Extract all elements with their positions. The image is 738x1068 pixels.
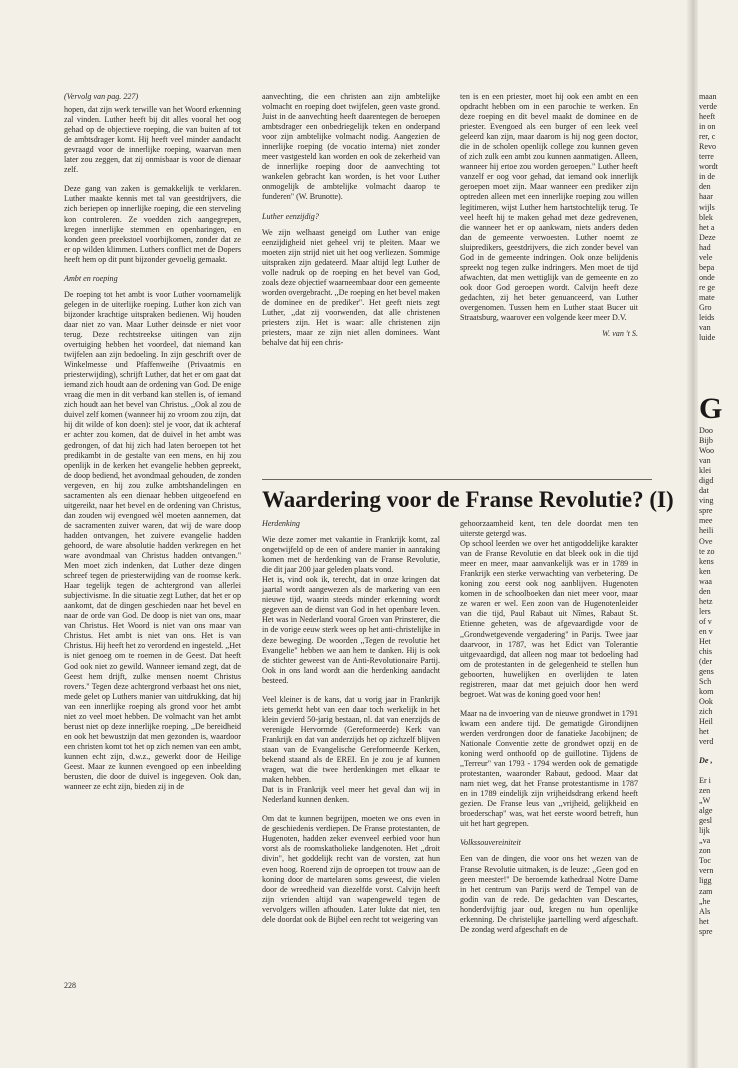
edge-line: „va <box>699 836 711 846</box>
edge-line: kens <box>699 556 714 566</box>
edge-line: digd <box>699 476 714 486</box>
edge-line: verde <box>699 102 717 112</box>
paragraph: Maar na de invoering van de nieuwe grondwet in 1791 kwam een andere tijd. De gematigde Girondijnen werden verdrongen door de fanatieke Jacobijnen; de Nationale Conventie zette de grondwet opzij en de koning werd onthoofd op de guillotine. Tijdens de ,,Terreur" van 1793 - 1794 werden ook de gematigde protestanten, waaronder Rabaut, gedood. Maar dat nam niet weg, dat het Franse protestantisme in 1787 en in 1789 eindelijk zijn vrijheidsdrang erkend heeft gezien. De Franse leus van ,,vrijheid, gelijkheid en broederschap" was, wat het eerste woord betreft, hun uit het hart gegrepen. <box>460 708 638 829</box>
edge-line: vele <box>699 252 713 262</box>
edge-line: zam <box>699 886 713 896</box>
edge-line: chis <box>699 647 713 657</box>
paragraph: gehoorzaamheid kent, ten dele doordat men ten uiterste getergd was. <box>460 519 638 539</box>
edge-line: wordt <box>699 162 718 172</box>
paragraph: aanvechting, die een christen aan zijn ambtelijke volmacht en roeping doet twijfelen, geen vaste grond. Juist in de aanvechting heeft daarentegen de beroepen ambtsdrager een onbedriegelijk teken en onderpand voor zijn ambtelijke volmacht nodig. Aangezien de innerlijke roeping (de vocatio interna) niet zonder meer vastgesteld kan worden en ook de zekerheid van de innerlijke roeping door de aanvechting tot wankelen gebracht kan worden, is het voor Luther onmogelijk de ambtelijke volmacht daarop te funderen" (W. Brunotte). <box>262 92 440 202</box>
paragraph: Deze gang van zaken is gemakkelijk te verklaren. Luther maakte kennis met tal van geestdrijvers, die zich beriepen op innerlijke roeping, die een sterveling kon controleren. Ze voedden zich aangegrepen, kregen innerlijke stemmen en openbaringen, en konden geen preekstoel voorbijkomen, zonder dat ze er op wilden klimmen. Luthers conflict met de Dopers heeft hem op dit punt bijzonder gevoelig gemaakt. <box>64 184 241 264</box>
edge-line: vern <box>699 866 714 876</box>
edge-line: spre <box>699 926 713 936</box>
edge-line: mate <box>699 292 715 302</box>
paragraph: Om dat te kunnen begrijpen, moeten we ons even in de geschiedenis verdiepen. De Franse protestanten, de Hugenoten, hadden zeker evenveel eerbied voor hun vorst als de roomskatholieke landgenoten. Het ,,droit divin", het goddelijk recht van de vorsten, zat hun even hoog. Roerend zijn de oproepen tot trouw aan de koning door de martelaren soms geweest, die vielen door de wreedheid van diezelfde vorst. Calvijn heeft zijn vrienden altijd van wapengeweld tegen de vervolgers willen afhouden. Later lukte dat niet, ten dele doordat ook de Bijbel een recht tot weigering van <box>262 814 440 924</box>
edge-line: wijls <box>699 202 715 212</box>
edge-line: lers <box>699 606 711 616</box>
edge-line: Als <box>699 906 711 916</box>
edge-line: van <box>699 323 711 333</box>
edge-line: waa <box>699 576 713 586</box>
edge-line: het <box>699 916 709 926</box>
edge-line: Ove <box>699 536 713 546</box>
edge-line: kom <box>699 687 714 697</box>
paragraph: hopen, dat zijn werk terwille van het Woord erkenning zal vinden. Luther heeft bij dit alles vooral het oog gehad op de objectieve roeping, die van buiten af tot de ambtsdrager komt. Hij heeft veel minder aandacht gevraagd voor de innerlijke roeping, waarvan men later zou zeggen, dat zij onmisbaar is voor de dienaar zelf. <box>64 105 241 175</box>
edge-line: Bijb <box>699 436 713 446</box>
next-page-edge-mid <box>699 426 738 748</box>
edge-line: in de <box>699 172 715 182</box>
paragraph: Een van de dingen, die voor ons het wezen van de Franse Revolutie uitmaken, is de leuze: ,,Geen god en geen meester!" De beroemde kathedraal Notre Dame in het centrum van Parijs werd de Tempel van de godin van de rede. De gedachten van Descartes, honderdvijftig jaar oud, kregen nu hun openlijke erkenning. De christelijke jaartelling werd afgeschaft. De zondag werd afgeschaft en de <box>460 854 638 934</box>
edge-line: Ook <box>699 697 713 707</box>
edge-line: Sch <box>699 677 712 687</box>
edge-line: (der <box>699 657 713 667</box>
edge-line: lijk <box>699 826 710 836</box>
next-page-edge-top <box>699 92 738 343</box>
paragraph: Dat is in Frankrijk veel meer het geval dan wij in Nederland kunnen denken. <box>262 785 440 805</box>
edge-line: re ge <box>699 282 715 292</box>
edge-line: Deze <box>699 232 716 242</box>
edge-line: zich <box>699 707 713 717</box>
edge-line: mee <box>699 516 713 526</box>
author-signature: W. van 't S. <box>602 329 638 339</box>
page-number: 228 <box>64 981 76 990</box>
edge-line: gesl <box>699 816 713 826</box>
edge-line: of v <box>699 616 712 626</box>
edge-line: leids <box>699 313 715 323</box>
edge-line: en v <box>699 626 713 636</box>
edge-line: ligg <box>699 876 712 886</box>
section-heading: Volkssouvereiniteit <box>460 838 521 848</box>
edge-line: maan <box>699 92 717 101</box>
edge-line: verd <box>699 737 714 747</box>
edge-line: gens <box>699 667 714 677</box>
edge-line: ken <box>699 566 711 576</box>
edge-line: „W <box>699 796 711 806</box>
edge-line: in on <box>699 122 716 132</box>
edge-line: Heil <box>699 717 713 727</box>
paragraph: Het is, vind ook ik, terecht, dat in onze kringen dat jaartal wordt aangewezen als de markering van een nieuwe tijd, waarin steeds minder erkenning wordt gegeven aan de dienst van God in het openbare leven. Het was in Nederland vooral Groen van Prinsterer, die in de vorige eeuw sterk wees op het anti-christelijke in deze beweging. De woorden ,,Tegen de revolutie het Evangelie" hebben we aan hem te danken. Hij is ook de stichter geweest van de Anti-Revolutionaire Partij. Ook in ons land wordt aan die herdenking aandacht besteed. <box>262 575 440 685</box>
column-2 <box>262 92 440 357</box>
paragraph: De roeping tot het ambt is voor Luther voornamelijk gelegen in de uiterlijke roeping. Luther kon zich van bijzonder krachtige uitspraken bedienen. Wij houden daar niet zo van. Maar Luther deinsde er niet voor terug. Deze rechtstreekse uitingen van zijn overtuiging hebben het voordeel, dat niemand kan twijfelen aan zijn bedoeling. In zijn geschrift over de Winkelmesse und Pfaffenweihe (Privaatmis en priesterwijding), schrijft Luther, dat het er om gaat dat iemand zich houdt aan de ordening van God. De enige vraag die men in dit verband kan stellen is, of iemand zich houdt aan het bevel van Christus. ,,Ook al zou de duivel zelf komen (wanneer hij zo vroom zou zijn, dat hij dit wilde of kon doen): stel je voor, dat ik achteraf er achter zou komen, dat de duivel in het ambt was gedrongen, of dat hij zich had laten beroepen tot het predikambt in de gestalte van een mens, en hij zou openlijk in de kerken het evangelie hebben gepreekt, de doop bediend, het avondmaal gehouden, de zonden vergeven, en hij zou zulke ambtshandelingen en sacramenten als een dienaar hebben uitgeoefend en uitgereikt, naar het bevel en de ordening van Christus, dan zouden wij evengoed wèl moeten aannemen, dat de sacramenten zuiver waren, dat wij de ware doop hadden ontvangen, het zuivere evangelie hadden gehoord, de ware absolutie hadden verkregen en het ware avondmaal van Christus hadden ontvangen." Men moet zich indenken, dat Luther deze dingen schreef tegen de priesterwijding van de roomse kerk. Haar tegelijk tegen de achtergrond van allerlei subjectivisme. In die situatie zegt Luther, dat het er op aankomt, dat de dingen geschieden naar het bevel en naar de orde van God. De doop is niet van ons, maar van Christus. Het Woord is niet van ons maar van Christus. Het ambt is niet van ons. Het is van Christus. Hij heeft het zo verordend en ingesteld. ,,Het is niet genoeg om te roemen in de Geest. Dat heeft God ook niet zo gewild. Wanneer iemand zegt, dat de Geest hem drijft, zulke mensen noemt Christus rovers." Tegen deze achtergrond verbaast het ons niet, mede gelet op Luthers manier van uitdrukking, dat hij van een innerlijke roeping als grond voor het ambt niet zo veel moet hebben. De volmacht van het ambt berust niet op deze innerlijke roeping. ,,De bereidheid en ook het bewustzijn dat men gezonden is, waardoor een christen komt tot het op zich nemen van een ambt, kunnen echt zijn, d.w.z., gewerkt door de Heilige Geest. Maar ze kunnen evengoed op een inbeelding berusten, die door de duivel is ingegeven. Ook dan, wanneer ze echt zijn, bieden zij in de <box>64 289 241 792</box>
paragraph: Wie deze zomer met vakantie in Frankrijk komt, zal ongetwijfeld op de een of andere manier in aanraking komen met de herdenking van de Franse Revolutie, die dit jaar 200 jaar geleden plaats vond. <box>262 535 440 575</box>
edge-line: onde <box>699 272 715 282</box>
edge-line: blek <box>699 212 713 222</box>
edge-line: Gro <box>699 302 712 312</box>
section-heading: Ambt en roeping <box>64 273 118 283</box>
next-page-initial: G <box>699 392 723 425</box>
edge-line: rer, c <box>699 132 716 142</box>
edge-line: had <box>699 242 711 252</box>
edge-line: terre <box>699 152 714 162</box>
next-page-edge-sub: De , <box>699 756 713 765</box>
continued-note: (Vervolg van pag. 227) <box>64 92 139 101</box>
edge-line: Revo <box>699 142 717 152</box>
edge-line: den <box>699 182 711 192</box>
section-heading: Herdenking <box>262 519 300 528</box>
edge-line: Doo <box>699 426 713 435</box>
edge-line: zen <box>699 786 711 796</box>
edge-line: dat <box>699 486 709 496</box>
edge-line: „he <box>699 896 711 906</box>
edge-line: van <box>699 456 711 466</box>
column-3 <box>460 92 638 348</box>
article-divider <box>262 479 652 480</box>
edge-line: Toc <box>699 856 712 866</box>
edge-line: ving <box>699 496 714 506</box>
edge-line: spre <box>699 506 713 516</box>
edge-line: te zo <box>699 546 715 556</box>
edge-line: Er i <box>699 776 711 785</box>
paragraph: Op school leerden we over het antigoddelijke karakter van de Franse Revolutie en dat bleek ook in die tijd meer en meer, maar aanvankelijk was er in 1789 in Frankrijk een sterke verwachting van verbetering. De koning zou eerst ook nog aanblijven. Hugenoten komen in de schoolboeken dan niet meer voor, maar ze waren er wel. Een zoon van de Hugenotenleider van die tijd, Paul Rabaut uit Nîmes, Rabaut St. Etienne geheten, was de afgevaardigde voor de ,,Grondwetgevende vergadering" in Parijs. Twee jaar daarvoor, in 1787, was het Edict van Tolerantie uitgevaardigd, dat alleen nog maar tot bedoeling had om de protestanten in de gelegenheid te stellen hun geboorten, huwelijken en overlijden te laten registreren, maar dat met gejuich door hen werd begroet. Wat was de koning goed voor hen! <box>460 539 638 699</box>
edge-line: Woo <box>699 446 715 456</box>
article-column-2 <box>460 519 638 944</box>
section-heading: Luther eenzijdig? <box>262 211 319 221</box>
edge-line: het a <box>699 222 715 232</box>
edge-line: klei <box>699 466 712 476</box>
edge-line: bepa <box>699 262 715 272</box>
edge-line: alge <box>699 806 713 816</box>
edge-line: zon <box>699 846 711 856</box>
page-fold <box>686 0 698 1068</box>
edge-line: haar <box>699 192 713 202</box>
article-headline: Waardering voor de Franse Revolutie? (I) <box>262 487 674 512</box>
column-1 <box>64 92 241 801</box>
paragraph: We zijn welhaast geneigd om Luther van enige eenzijdigheid niet geheel vrij te pleiten. Maar we moeten zijn strijd niet uit het oog verliezen. Sommige uitspraken zijn gedateerd. Maar altijd legt Luther de volle nadruk op de roeping en het bevel van God, zoals deze objectief waarneembaar door een gemeente worden overgebracht. ,,De roeping en het bevel maken de dominee en de prediker". Het geeft niets zegt Luther, ,,dat zij voorwenden, dat alle christenen priesters zijn. Het is waar: alle christenen zijn priesters, maar ze zijn niet allen dominees. Want behalve dat hij een chris- <box>262 227 440 348</box>
edge-line: hetz <box>699 596 713 606</box>
edge-line: heili <box>699 526 714 536</box>
paragraph: ten is en een priester, moet hij ook een ambt en een opdracht hebben om in een parochie te werken. En deze roeping en dit bevel maakt de dominee en de priester. Evengoed als een burger of een leek veel geleerd kan zijn, maar daarom is hij nog geen doctor, die in de scholen openlijk college zou kunnen geven of zich zulk een ambt zou kunnen aanmatigen. Alleen, wanneer hij ertoe zou worden geroepen." Luther heeft vanzelf er oog voor gehad, dat iemand ook innerlijk geroepen moet zijn. Maar wanneer een prediker zijn optreden alleen met een innerlijke roeping zou willen legitimeren, wijst Luther hem hartstochtelijk terug. Te veel heeft hij te maken gehad met deze gedrevenen, die wanneer het er op aankwam, niets anders deden dan de gemeente verwoesten. Luther noemt ze sluipredikers, geestdrijvers, die zich zonder bevel van God in de gemeente indringen. Ook onze belijdenis spreekt nog tegen zulke indringers. Men moet de tijd afwachten, dat men wettiglijk van de gemeente en zo ook door God geroepen wordt. Calvijn heeft deze gedachten, zij het beter genuanceerd, van Luther overgenomen. Tussen hem en Luther staat Bucer uit Straatsburg, waarover een volgende keer meer D.V. <box>460 92 638 323</box>
edge-line: heeft <box>699 112 716 122</box>
article-column-1 <box>262 519 440 934</box>
paragraph: Veel kleiner is de kans, dat u vorig jaar in Frankrijk iets gemerkt hebt van een daar toch werkelijk in het klein gevierd 50-jarig bestaan, nl. dat van enerzijds de verenigde Hervormde (Gereformeerde) Kerk van Frankrijk en dat van anderzijds het op zichzelf blijven staan van de Evangelische Gereformeerde Kerken, bekend staand als de EREI. En je zou je af kunnen vragen, wat die twee herdenkingen met elkaar te maken hebben. <box>262 694 440 785</box>
edge-line: luide <box>699 333 716 343</box>
edge-line: den <box>699 586 711 596</box>
edge-line: Het <box>699 636 711 646</box>
next-page-edge-bottom <box>699 776 738 937</box>
edge-line: het <box>699 727 709 737</box>
